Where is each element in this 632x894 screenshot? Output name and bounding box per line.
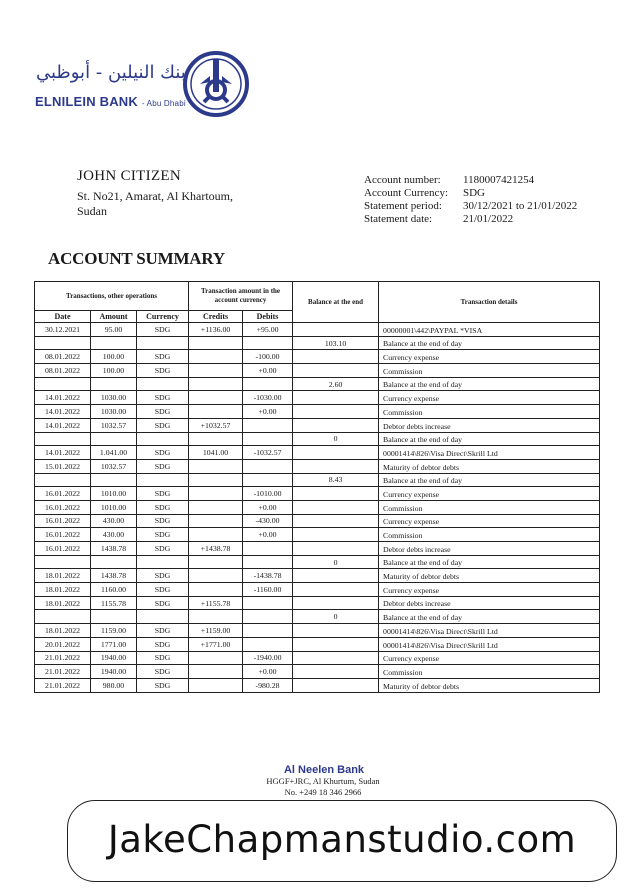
cell-debits: +0.00 [243, 665, 293, 679]
cell-details: Balance at the end of day [379, 555, 600, 569]
cell-balance [293, 459, 379, 473]
cell-amount: 1030.00 [91, 405, 137, 419]
cell-currency: SDG [137, 418, 189, 432]
cell-date: 18.01.2022 [35, 624, 91, 638]
cell-amount: 1032.57 [91, 459, 137, 473]
header-details: Transaction details [379, 282, 600, 323]
cell-date: 14.01.2022 [35, 418, 91, 432]
cell-currency: SDG [137, 624, 189, 638]
cell-date: 21.01.2022 [35, 665, 91, 679]
cell-currency: SDG [137, 528, 189, 542]
cell-credits [189, 514, 243, 528]
cell-credits [189, 487, 243, 501]
cell-balance [293, 596, 379, 610]
cell-debits [243, 555, 293, 569]
cell-amount [91, 555, 137, 569]
cell-credits [189, 555, 243, 569]
customer-address-line2: Sudan [77, 204, 107, 218]
cell-currency: SDG [137, 514, 189, 528]
cell-currency: SDG [137, 678, 189, 692]
bank-name-latin [35, 94, 186, 109]
cell-currency [137, 610, 189, 624]
cell-debits [243, 459, 293, 473]
cell-currency: SDG [137, 459, 189, 473]
cell-credits [189, 405, 243, 419]
cell-details: Balance at the end of day [379, 610, 600, 624]
cell-credits: +1032.57 [189, 418, 243, 432]
cell-amount: 1155.78 [91, 596, 137, 610]
cell-balance [293, 514, 379, 528]
table-row [35, 542, 600, 556]
cell-amount: 1032.57 [91, 418, 137, 432]
cell-currency: SDG [137, 323, 189, 337]
cell-date [35, 432, 91, 446]
cell-debits [243, 637, 293, 651]
cell-amount: 1010.00 [91, 500, 137, 514]
cell-date: 18.01.2022 [35, 583, 91, 597]
bank-name-latin-text: ELNILEIN BANK [35, 94, 138, 109]
cell-date: 21.01.2022 [35, 678, 91, 692]
header-currency: Currency [137, 311, 189, 323]
account-currency-label: Account Currency: [364, 187, 448, 199]
cell-details: Currency expense [379, 514, 600, 528]
cell-amount: 1940.00 [91, 651, 137, 665]
header-amount-in-currency: Transaction amount in the account currency [189, 282, 293, 311]
customer-block [77, 168, 233, 219]
cell-details: 00001414\826\Visa Direct\Skrill Ltd [379, 637, 600, 651]
table-row [35, 405, 600, 419]
cell-amount: 1771.00 [91, 637, 137, 651]
statement-period-value: 30/12/2021 to 21/01/2022 [463, 200, 578, 212]
bank-logo [32, 50, 242, 120]
cell-debits: -1030.00 [243, 391, 293, 405]
table-row [35, 678, 600, 692]
table-row [35, 624, 600, 638]
table-row [35, 418, 600, 432]
cell-credits: +1136.00 [189, 323, 243, 337]
cell-amount: 430.00 [91, 528, 137, 542]
table-row [35, 391, 600, 405]
cell-date: 14.01.2022 [35, 391, 91, 405]
cell-balance [293, 651, 379, 665]
table-row [35, 610, 600, 624]
cell-currency: SDG [137, 569, 189, 583]
cell-currency [137, 336, 189, 350]
cell-currency: SDG [137, 637, 189, 651]
cell-details: Commission [379, 405, 600, 419]
cell-credits [189, 583, 243, 597]
table-row [35, 473, 600, 487]
header-credits: Credits [189, 311, 243, 323]
table-row [35, 596, 600, 610]
cell-balance [293, 528, 379, 542]
cell-balance [293, 405, 379, 419]
cell-debits: +95.00 [243, 323, 293, 337]
cell-details: Currency expense [379, 487, 600, 501]
cell-details: Maturity of debtor debts [379, 678, 600, 692]
cell-amount [91, 473, 137, 487]
cell-balance [293, 487, 379, 501]
cell-amount [91, 610, 137, 624]
cell-details: Balance at the end of day [379, 432, 600, 446]
cell-credits [189, 459, 243, 473]
cell-debits [243, 377, 293, 391]
cell-debits: -100.00 [243, 350, 293, 364]
cell-currency: SDG [137, 350, 189, 364]
cell-credits: +1159.00 [189, 624, 243, 638]
cell-debits: -1438.78 [243, 569, 293, 583]
cell-details: Commission [379, 528, 600, 542]
cell-credits [189, 364, 243, 378]
cell-credits [189, 665, 243, 679]
cell-currency: SDG [137, 596, 189, 610]
table-row [35, 487, 600, 501]
cell-details: Commission [379, 364, 600, 378]
cell-date [35, 473, 91, 487]
cell-currency: SDG [137, 665, 189, 679]
table-row [35, 583, 600, 597]
cell-credits [189, 528, 243, 542]
cell-date: 16.01.2022 [35, 514, 91, 528]
cell-currency: SDG [137, 364, 189, 378]
cell-date [35, 336, 91, 350]
cell-debits [243, 596, 293, 610]
bank-emblem-icon [182, 50, 250, 118]
cell-balance [293, 391, 379, 405]
cell-amount: 100.00 [91, 364, 137, 378]
cell-amount: 1030.00 [91, 391, 137, 405]
cell-balance [293, 569, 379, 583]
cell-date: 14.01.2022 [35, 405, 91, 419]
cell-balance [293, 446, 379, 460]
cell-date: 14.01.2022 [35, 446, 91, 460]
cell-details: Maturity of debtor debts [379, 459, 600, 473]
cell-details: Currency expense [379, 651, 600, 665]
account-number-label: Account number: [364, 174, 441, 186]
cell-debits: -1010.00 [243, 487, 293, 501]
table-row [35, 665, 600, 679]
cell-date [35, 555, 91, 569]
cell-debits [243, 418, 293, 432]
table-row [35, 500, 600, 514]
cell-amount: 1160.00 [91, 583, 137, 597]
cell-debits: +0.00 [243, 500, 293, 514]
cell-date: 20.01.2022 [35, 637, 91, 651]
cell-credits [189, 610, 243, 624]
cell-details: 00001414\826\Visa Direct\Skrill Ltd [379, 446, 600, 460]
table-row [35, 323, 600, 337]
table-row [35, 555, 600, 569]
cell-debits: +0.00 [243, 528, 293, 542]
transactions-body [35, 323, 600, 693]
cell-amount [91, 336, 137, 350]
cell-date [35, 610, 91, 624]
cell-balance [293, 665, 379, 679]
cell-debits: -430.00 [243, 514, 293, 528]
cell-details: Balance at the end of day [379, 336, 600, 350]
table-row [35, 459, 600, 473]
cell-amount: 1940.00 [91, 665, 137, 679]
cell-amount: 1.041.00 [91, 446, 137, 460]
statement-date-label: Statement date: [364, 213, 433, 225]
cell-balance: 0 [293, 432, 379, 446]
cell-balance [293, 418, 379, 432]
cell-date: 30.12.2021 [35, 323, 91, 337]
cell-amount [91, 432, 137, 446]
cell-debits [243, 610, 293, 624]
cell-credits [189, 678, 243, 692]
footer-address: HGGF+JRC, Al Khurtum, Sudan [266, 776, 380, 786]
cell-balance [293, 500, 379, 514]
customer-name: JOHN CITIZEN [77, 168, 182, 184]
header-date: Date [35, 311, 91, 323]
cell-debits [243, 432, 293, 446]
cell-balance: 8.43 [293, 473, 379, 487]
customer-address-line1: St. No21, Amarat, Al Khartoum, [77, 189, 233, 203]
cell-currency: SDG [137, 583, 189, 597]
cell-debits: -1940.00 [243, 651, 293, 665]
cell-date: 21.01.2022 [35, 651, 91, 665]
cell-details: Currency expense [379, 583, 600, 597]
cell-amount: 1159.00 [91, 624, 137, 638]
table-row [35, 336, 600, 350]
cell-currency: SDG [137, 500, 189, 514]
cell-balance: 103.10 [293, 336, 379, 350]
account-number-value: 1180007421254 [463, 174, 535, 186]
cell-credits [189, 651, 243, 665]
cell-date: 16.01.2022 [35, 500, 91, 514]
cell-credits: +1438.78 [189, 542, 243, 556]
table-row [35, 432, 600, 446]
statement-date-value: 21/01/2022 [463, 213, 514, 225]
cell-debits: +0.00 [243, 364, 293, 378]
bank-name-latin-suffix: - Abu Dhabi [141, 99, 186, 108]
cell-amount: 1438.78 [91, 569, 137, 583]
header-amount: Amount [91, 311, 137, 323]
cell-credits [189, 350, 243, 364]
account-info [364, 174, 577, 226]
customer-address [77, 189, 233, 219]
cell-balance: 0 [293, 555, 379, 569]
cell-credits: 1041.00 [189, 446, 243, 460]
cell-details: Commission [379, 500, 600, 514]
cell-balance [293, 678, 379, 692]
statement-period-label: Statement period: [364, 200, 442, 212]
header-balance: Balance at the end [293, 282, 379, 323]
cell-credits [189, 500, 243, 514]
cell-date: 08.01.2022 [35, 350, 91, 364]
cell-credits: +1771.00 [189, 637, 243, 651]
cell-currency [137, 432, 189, 446]
cell-debits: -1160.00 [243, 583, 293, 597]
cell-amount: 100.00 [91, 350, 137, 364]
cell-balance [293, 624, 379, 638]
cell-details: Debtor debts increase [379, 596, 600, 610]
cell-balance [293, 542, 379, 556]
bank-name-arabic: بنك النيلين - أبوظبي [36, 62, 186, 83]
table-row [35, 446, 600, 460]
table-row [35, 651, 600, 665]
cell-credits: +1155.78 [189, 596, 243, 610]
footer-bank-name: Al Neelen Bank [283, 764, 365, 776]
cell-credits [189, 569, 243, 583]
cell-amount [91, 377, 137, 391]
cell-amount: 430.00 [91, 514, 137, 528]
cell-balance [293, 323, 379, 337]
cell-amount: 980.00 [91, 678, 137, 692]
cell-credits [189, 432, 243, 446]
cell-amount: 95.00 [91, 323, 137, 337]
cell-details: Balance at the end of day [379, 473, 600, 487]
cell-credits [189, 473, 243, 487]
cell-details: Currency expense [379, 391, 600, 405]
cell-date: 18.01.2022 [35, 596, 91, 610]
cell-currency: SDG [137, 487, 189, 501]
table-row [35, 350, 600, 364]
cell-date: 16.01.2022 [35, 542, 91, 556]
cell-debits: -980.28 [243, 678, 293, 692]
cell-debits: +0.00 [243, 405, 293, 419]
cell-details: Debtor debts increase [379, 418, 600, 432]
cell-date [35, 377, 91, 391]
header-transactions: Transactions, other operations [35, 282, 189, 311]
table-row [35, 364, 600, 378]
cell-credits [189, 336, 243, 350]
watermark-banner [67, 800, 617, 882]
cell-debits [243, 542, 293, 556]
cell-balance [293, 364, 379, 378]
cell-date: 16.01.2022 [35, 528, 91, 542]
watermark-text: JakeChapmanstudio.com [107, 818, 577, 861]
cell-currency: SDG [137, 542, 189, 556]
cell-date: 16.01.2022 [35, 487, 91, 501]
cell-details: Maturity of debtor debts [379, 569, 600, 583]
cell-debits [243, 473, 293, 487]
cell-details: Debtor debts increase [379, 542, 600, 556]
cell-date: 15.01.2022 [35, 459, 91, 473]
cell-balance [293, 583, 379, 597]
cell-date: 08.01.2022 [35, 364, 91, 378]
header-debits: Debits [243, 311, 293, 323]
footer [0, 764, 632, 798]
transactions-table [34, 281, 600, 693]
cell-amount: 1010.00 [91, 487, 137, 501]
table-row [35, 528, 600, 542]
cell-details: 00001414\826\Visa Direct\Skrill Ltd [379, 624, 600, 638]
footer-phone: No. +249 18 346 2966 [284, 787, 362, 797]
cell-amount: 1438.78 [91, 542, 137, 556]
cell-currency [137, 377, 189, 391]
cell-currency: SDG [137, 651, 189, 665]
cell-debits [243, 624, 293, 638]
cell-currency [137, 473, 189, 487]
cell-balance [293, 637, 379, 651]
cell-details: Commission [379, 665, 600, 679]
table-row [35, 514, 600, 528]
cell-currency: SDG [137, 391, 189, 405]
cell-date: 18.01.2022 [35, 569, 91, 583]
cell-credits [189, 377, 243, 391]
cell-currency: SDG [137, 446, 189, 460]
cell-debits [243, 336, 293, 350]
table-row [35, 637, 600, 651]
cell-currency: SDG [137, 405, 189, 419]
cell-details: Balance at the end of day [379, 377, 600, 391]
cell-details: 00000001\442\PAYPAL *VISA [379, 323, 600, 337]
cell-currency [137, 555, 189, 569]
cell-details: Currency expense [379, 350, 600, 364]
cell-balance: 2.60 [293, 377, 379, 391]
cell-debits: -1032.57 [243, 446, 293, 460]
account-summary-title: ACCOUNT SUMMARY [48, 249, 225, 268]
cell-balance: 0 [293, 610, 379, 624]
cell-balance [293, 350, 379, 364]
table-row [35, 569, 600, 583]
table-row [35, 377, 600, 391]
account-currency-value: SDG [463, 187, 486, 199]
cell-credits [189, 391, 243, 405]
